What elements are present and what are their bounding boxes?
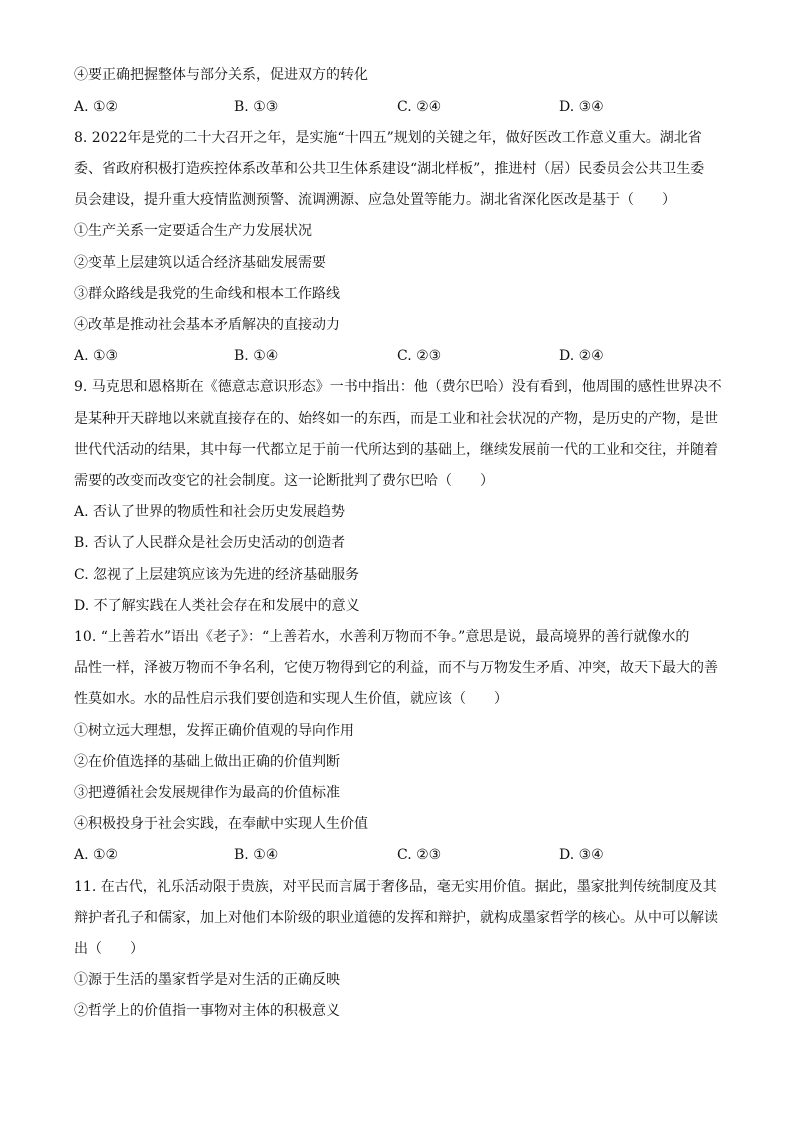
q10-stem-line-1: 10. “上善若水”语出《老子》：“上善若水，水善利万物而不争。”意思是说，最高境界的善行就像水的 <box>74 629 690 645</box>
q7-option-d: D. ③④ <box>559 99 604 115</box>
q10-option-a: A. ①② <box>74 847 119 863</box>
q10-statement-1: ①树立远大理想，发挥正确价值观的导向作用 <box>74 723 354 739</box>
q11-statement-1: ①源于生活的墨家哲学是对生活的正确反映 <box>74 972 340 988</box>
q8-stem-line-3: 员会建设，提升重大疫情监测预警、流调溯源、应急处置等能力。湖北省深化医改是基于（ ） <box>74 192 676 208</box>
q11-stem-line-1: 11. 在古代，礼乐活动限于贵族，对平民而言属于奢侈品，毫无实用价值。据此，墨家批判传统制度及其 <box>74 879 717 895</box>
q7-option-b: B. ①③ <box>234 99 279 115</box>
q9-choice-c: C. 忽视了上层建筑应该为先进的经济基础服务 <box>74 567 360 583</box>
q9-choice-b: B. 否认了人民群众是社会历史活动的创造者 <box>74 535 346 551</box>
q8-option-a: A. ①③ <box>74 348 119 364</box>
q10-option-d: D. ③④ <box>559 847 604 863</box>
q10-options <box>74 845 724 865</box>
q11-statement-2: ②哲学上的价值指一事物对主体的积极意义 <box>74 1003 340 1019</box>
q10-statement-4: ④积极投身于社会实践，在奉献中实现人生价值 <box>74 816 368 832</box>
q10-statement-3: ③把遵循社会发展规律作为最高的价值标准 <box>74 785 340 801</box>
q8-statement-1: ①生产关系一定要适合生产力发展状况 <box>74 223 312 239</box>
q7-option-a: A. ①② <box>74 99 119 115</box>
q8-option-c: C. ②③ <box>397 348 442 364</box>
q8-stem-line-2: 委、省政府积极打造疾控体系改革和公共卫生体系建设“湖北样板”，推进村（居）民委员会公共卫生委 <box>74 161 705 177</box>
q7-option-c: C. ②④ <box>397 99 442 115</box>
q10-statement-2: ②在价值选择的基础上做出正确的价值判断 <box>74 754 340 770</box>
q8-statement-4: ④改革是推动社会基本矛盾解决的直接动力 <box>74 317 340 333</box>
q7-options <box>74 97 724 117</box>
q10-option-c: C. ②③ <box>397 847 442 863</box>
q9-stem-line-2: 是某种开天辟地以来就直接存在的、始终如一的东西，而是工业和社会状况的产物，是历史的产物，是世 <box>74 411 718 427</box>
q8-options <box>74 346 724 366</box>
q9-choice-d: D. 不了解实践在人类社会存在和发展中的意义 <box>74 598 360 614</box>
q8-stem-line-1: 8. 2022年是党的二十大召开之年，是实施“十四五”规划的关键之年，做好医改工作意义重大。湖北省 <box>74 130 702 146</box>
q9-stem-line-1: 9. 马克思和恩格斯在《德意志意识形态》一书中指出：他（费尔巴哈）没有看到，他周围的感性世界决不 <box>74 379 722 395</box>
q9-choice-a: A. 否认了世界的物质性和社会历史发展趋势 <box>74 504 346 520</box>
q10-option-b: B. ①④ <box>234 847 279 863</box>
q9-stem-line-4: 需要的改变而改变它的社会制度。这一论断批判了费尔巴哈（ ） <box>74 473 494 489</box>
q8-option-b: B. ①④ <box>234 348 279 364</box>
q8-statement-3: ③群众路线是我党的生命线和根本工作路线 <box>74 286 340 302</box>
q11-stem-line-3: 出（ ） <box>74 941 144 957</box>
q9-stem-line-3: 世代代活动的结果，其中每一代都立足于前一代所达到的基础上，继续发展前一代的工业和交往，并随着 <box>74 442 718 458</box>
q8-option-d: D. ②④ <box>559 348 604 364</box>
q8-statement-2: ②变革上层建筑以适合经济基础发展需要 <box>74 255 326 271</box>
q7-statement-4: ④要正确把握整体与部分关系，促进双方的转化 <box>74 67 368 83</box>
q10-stem-line-3: 性莫如水。水的品性启示我们要创造和实现人生价值，就应该（ ） <box>74 691 508 707</box>
q10-stem-line-2: 品性一样，泽被万物而不争名利，它使万物得到它的利益，而不与万物发生矛盾、冲突，故天下最大的善 <box>74 660 718 676</box>
q11-stem-line-2: 辩护者孔子和儒家，加上对他们本阶级的职业道德的发挥和辩护，就构成墨家哲学的核心。从中可以解读 <box>74 910 718 926</box>
